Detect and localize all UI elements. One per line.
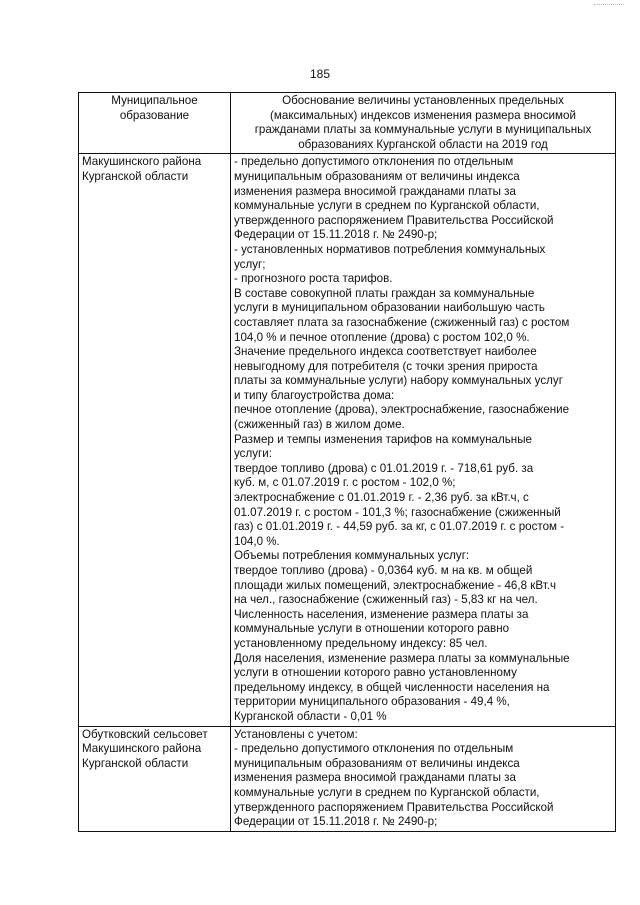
justification-text-line: 104,0 % и печное отопление (дрова) с ростом 102,0 %. <box>234 330 530 344</box>
justification-text-line: Федерации от 15.11.2018 г. № 2490-р; <box>234 228 438 242</box>
justification-text-line: услуги: <box>234 447 272 461</box>
header-text-line: Муниципальное <box>111 94 198 107</box>
justification-text-line: установленному предельному индексу: 85 чел. <box>234 636 488 650</box>
justification-text-line: - установленных нормативов потребления коммунальных <box>234 242 546 256</box>
justification-text-line: газ) с 01.01.2019 г. - 44,59 руб. за кг, с 01.07.2019 г. с ростом - <box>234 520 565 534</box>
justification-text-line: В составе совокупной платы граждан за коммунальные <box>234 286 535 300</box>
header-text-line: гражданами платы за коммунальные услуги в муниципальных <box>254 123 592 137</box>
justification-text-line: Доля населения, изменение размера платы за коммунальные <box>234 651 570 665</box>
justification-text-line: Численность населения, изменение размера платы за <box>234 607 529 621</box>
justification-text-line: Курганской области - 0,01 % <box>234 709 387 723</box>
justification-text-line: - предельно допустимого отклонения по отдельным <box>234 155 514 169</box>
justification-text-line: предельному индексу, в общей численности населения на <box>234 680 550 694</box>
justification-text-line: и типу благоустройства дома: <box>234 388 395 402</box>
justification-text-line: Объемы потребления коммунальных услуг: <box>234 549 470 563</box>
justification-text-line: Федерации от 15.11.2018 г. № 2490-р; <box>234 815 438 829</box>
justification-text-line: изменения размера вносимой гражданами платы за <box>234 184 516 198</box>
justification-text-line: печное отопление (дрова), электроснабжение, газоснабжение <box>234 403 570 417</box>
justification-cell <box>231 154 616 726</box>
justification-text-line: коммунальные услуги в среднем по Курганской области, <box>234 199 540 213</box>
municipality-name-line: Макушинского района <box>82 155 202 169</box>
justification-text-line: - прогнозного роста тарифов. <box>234 272 393 286</box>
municipality-cell <box>79 154 231 726</box>
justification-text-line: Размер и темпы изменения тарифов на коммунальные <box>234 432 532 446</box>
justification-text-line: услуги в муниципальном образовании наибольшую часть <box>234 301 545 315</box>
header-text-line: образование <box>119 108 190 122</box>
municipality-name-line: Курганской области <box>82 169 189 183</box>
justification-text-line: 01.07.2019 г. с ростом - 101,3 %; газоснабжение (сжиженный <box>234 505 561 519</box>
table-row <box>79 154 616 726</box>
justification-text-line: услуг; <box>234 257 266 271</box>
justification-text-line: утвержденного распоряжением Правительства Российской <box>234 213 554 227</box>
justification-text-line: площади жилых помещений, электроснабжение - 46,8 кВт.ч <box>234 578 556 592</box>
justification-text-line: твердое топливо (дрова) с 01.01.2019 г. - 718,61 руб. за <box>234 461 534 475</box>
justification-text-line: (сжиженный газ) в жилом доме. <box>234 418 405 432</box>
municipality-name-line: Обутковский сельсовет <box>82 727 208 741</box>
justification-text-line: изменения размера вносимой гражданами платы за <box>234 771 516 785</box>
justification-text-line: на чел., газоснабжение (сжиженный газ) - 5,83 кг на чел. <box>234 593 538 607</box>
justification-text-line: Значение предельного индекса соответствует наиболее <box>234 345 537 359</box>
justification-text-line: Установлены с учетом: <box>234 727 358 741</box>
municipality-cell <box>79 726 231 831</box>
justification-text-line: платы за коммунальные услуги) набору коммунальных услуг <box>234 374 563 388</box>
justification-text-line: - предельно допустимого отклонения по отдельным <box>234 742 514 756</box>
header-text-line: Обоснование величины установленных предельных <box>282 94 564 107</box>
justification-text-line: твердое топливо (дрова) - 0,0364 куб. м на кв. м общей <box>234 564 533 577</box>
page-number: 185 <box>309 67 331 81</box>
justification-cell <box>231 726 616 831</box>
justification-text-line: территории муниципального образования - 49,4 %, <box>234 695 510 709</box>
justification-text-line: 104,0 %. <box>234 534 280 548</box>
justification-text-line: коммунальные услуги в отношении которого равно <box>234 622 510 636</box>
header-justification <box>231 93 616 154</box>
header-text-line: (максимальных) индексов изменения размера вносимой <box>270 108 576 122</box>
justification-text-line: невыгодному для потребителя (с точки зрения прироста <box>234 359 538 373</box>
table-row <box>79 726 616 831</box>
table-header-row <box>79 93 616 154</box>
municipality-name-line: Курганской области <box>82 756 189 770</box>
justification-text-line: составляет плата за газоснабжение (сжиженный газ) с ростом <box>234 315 570 329</box>
header-municipality <box>79 93 231 154</box>
municipality-name-line: Макушинского района <box>82 742 202 756</box>
justification-text-line: куб. м, с 01.07.2019 г. с ростом - 102,0 %; <box>234 476 456 490</box>
justification-text-line: утвержденного распоряжением Правительства Российской <box>234 800 554 814</box>
justification-text-line: электроснабжение с 01.01.2019 г. - 2,36 руб. за кВт.ч, с <box>234 491 529 505</box>
justification-text-line: муниципальным образованиям от величины индекса <box>234 169 520 183</box>
header-text-line: образованиях Курганской области на 2019 год <box>298 137 548 151</box>
justification-table <box>78 92 616 832</box>
justification-text-line: муниципальным образованиям от величины индекса <box>234 756 520 770</box>
corner-scan-mark <box>594 4 624 7</box>
justification-text-line: услуги в отношении которого равно установленному <box>234 666 517 680</box>
justification-text-line: коммунальные услуги в среднем по Курганской области, <box>234 785 540 799</box>
